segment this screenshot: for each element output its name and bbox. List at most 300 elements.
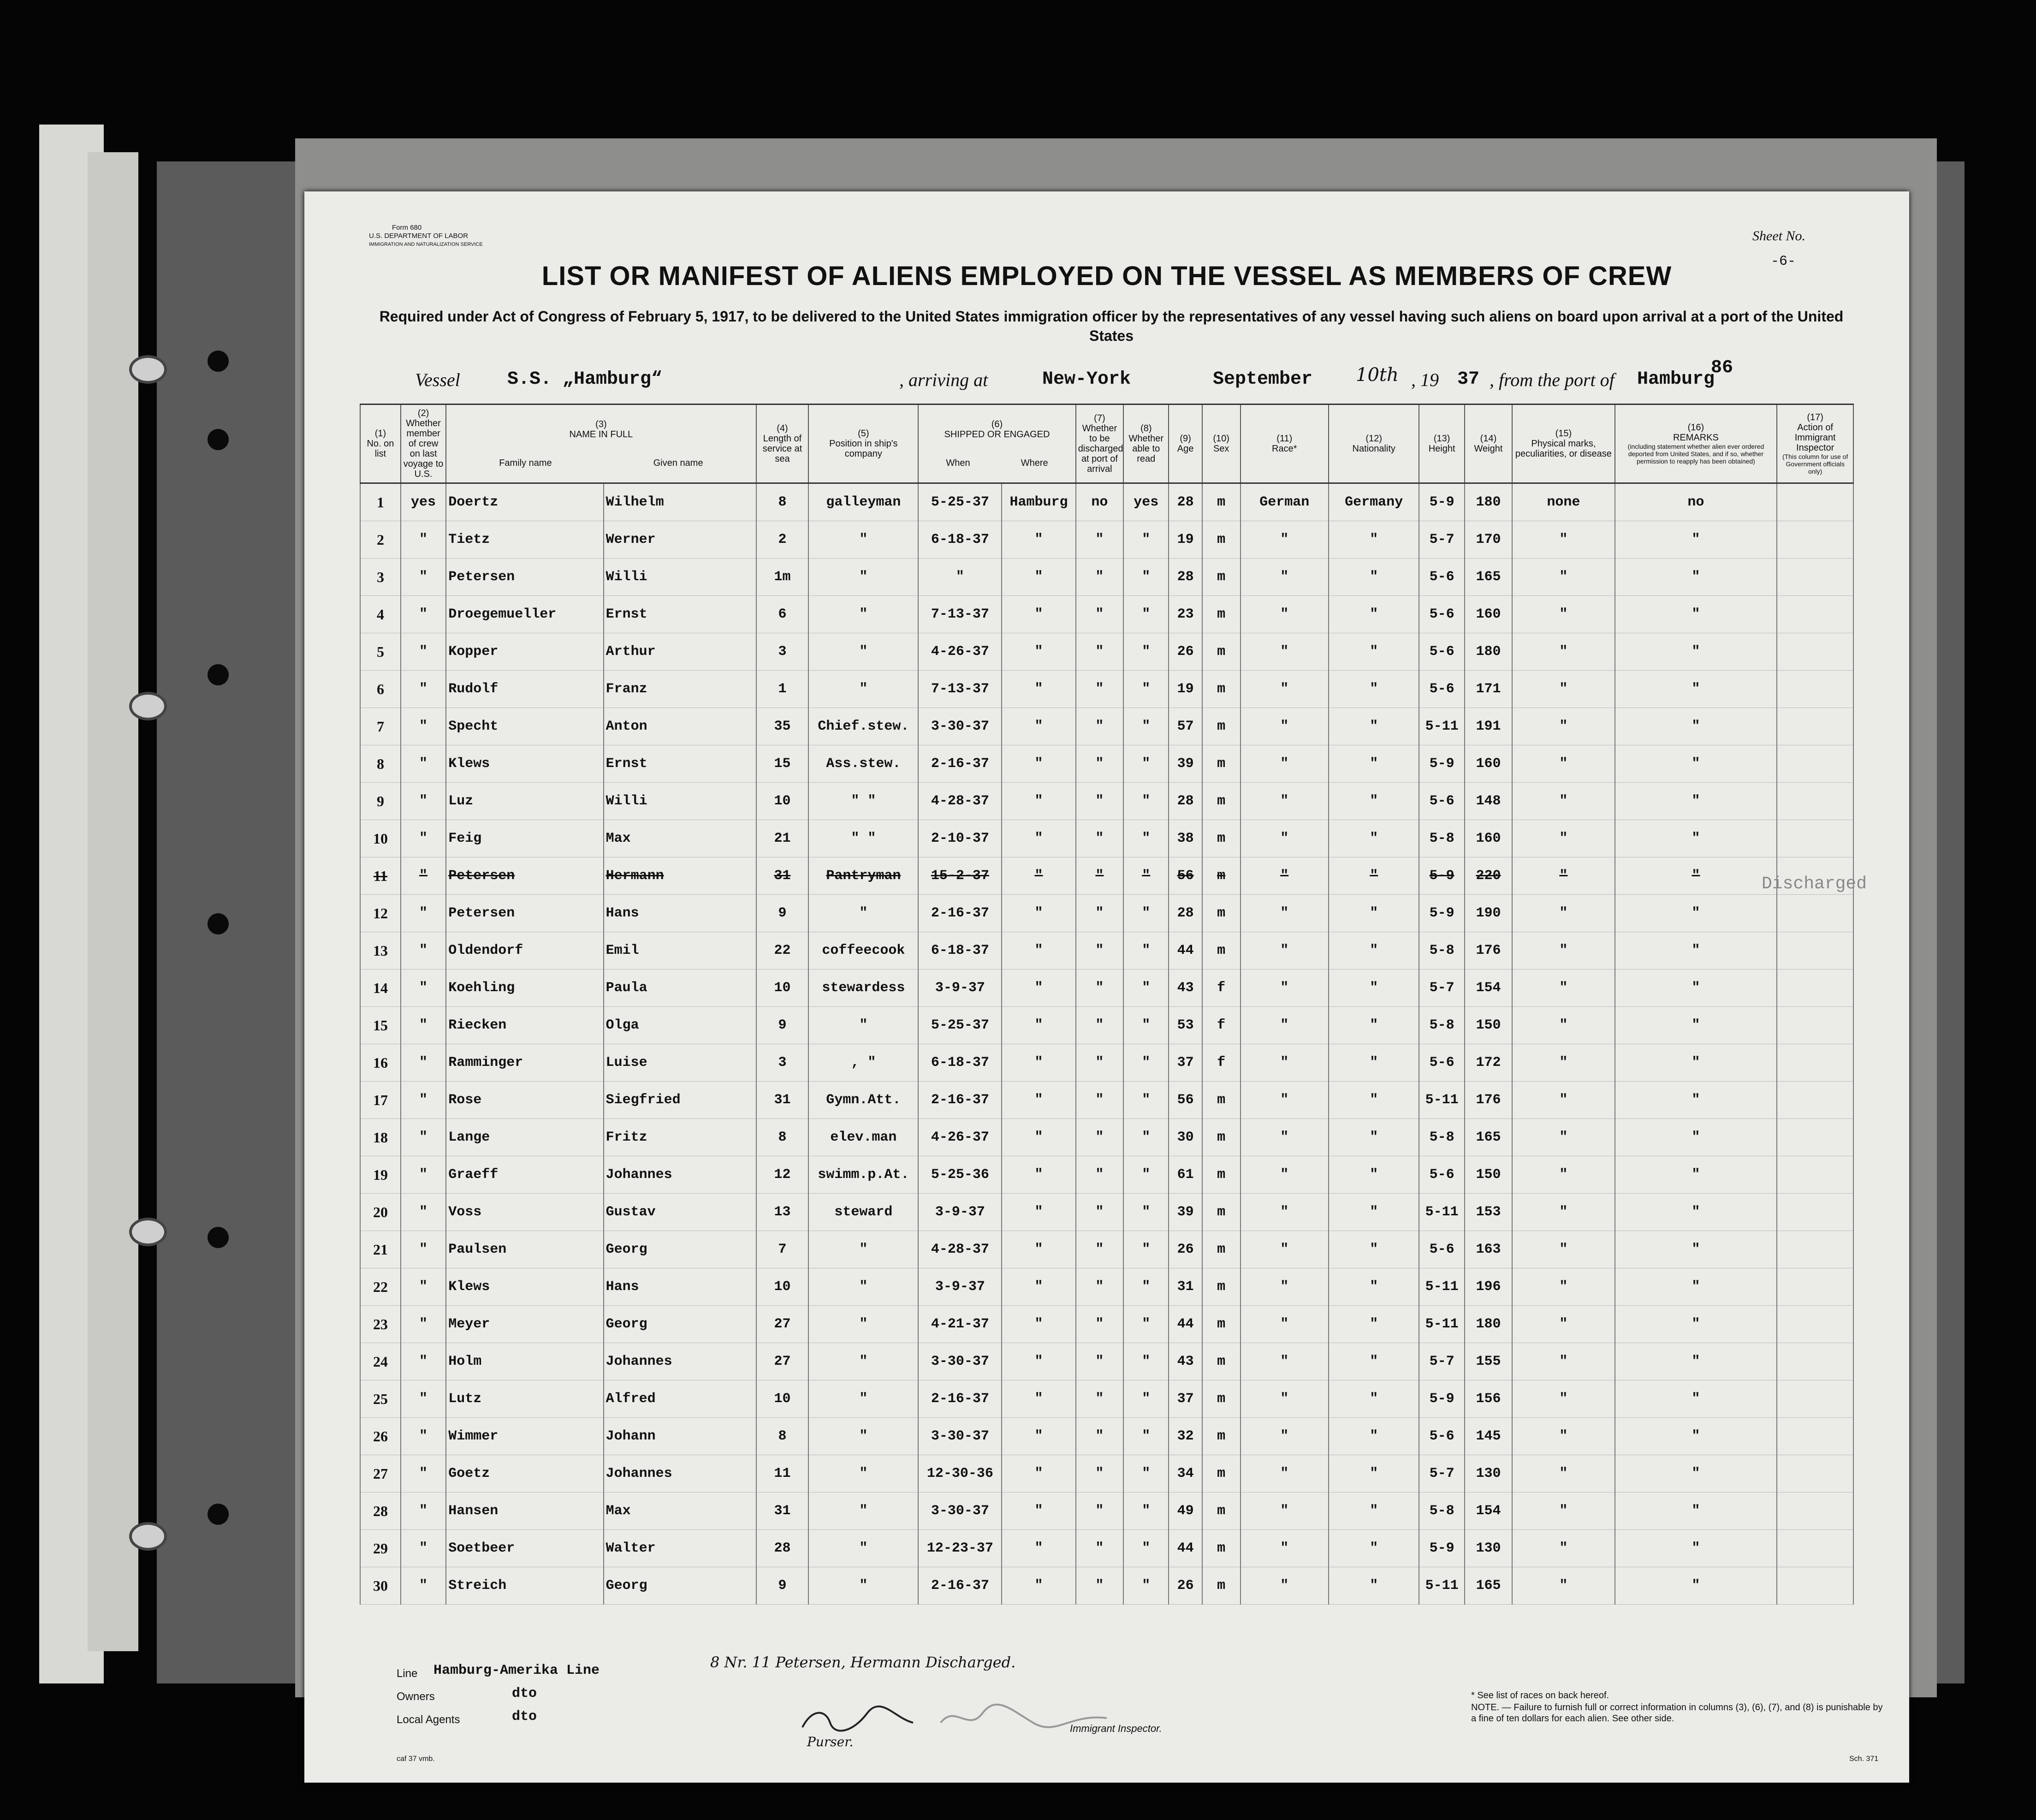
- col-read: (8) Whether able to read: [1123, 404, 1169, 483]
- given-name-cell: Hans: [604, 895, 756, 932]
- nationality-cell: ": [1329, 708, 1419, 745]
- weight-cell: 150: [1465, 1007, 1512, 1044]
- nationality-cell: ": [1329, 633, 1419, 671]
- family-name-cell: Klews: [446, 745, 603, 783]
- arrival-day: 10th: [1356, 364, 1399, 386]
- sex-cell: f: [1202, 1007, 1241, 1044]
- position-cell: ": [808, 596, 918, 633]
- last-voyage-cell: ": [401, 1418, 446, 1455]
- crew-row: [360, 1156, 1853, 1194]
- read-cell: ": [1123, 671, 1169, 708]
- inspector-action-cell: [1777, 1455, 1853, 1493]
- crew-row: [360, 1306, 1853, 1343]
- read-cell: ": [1123, 1493, 1169, 1530]
- crew-row: [360, 521, 1853, 559]
- sex-cell: m: [1202, 521, 1241, 559]
- height-cell: 5-8: [1419, 1493, 1464, 1530]
- height-cell: 5-9: [1419, 483, 1464, 521]
- position-cell: ": [808, 1493, 918, 1530]
- remarks-cell: ": [1615, 1380, 1777, 1418]
- row-number: 21: [360, 1231, 401, 1268]
- last-voyage-cell: yes: [401, 483, 446, 521]
- last-voyage-cell: ": [401, 1007, 446, 1044]
- family-name-cell: Klews: [446, 1268, 603, 1306]
- inspector-action-cell: [1777, 932, 1853, 969]
- read-cell: ": [1123, 1119, 1169, 1156]
- shipped-where-cell: ": [1002, 783, 1075, 820]
- family-name-cell: Soetbeer: [446, 1530, 603, 1567]
- physical-marks-cell: none: [1512, 483, 1615, 521]
- nationality-cell: ": [1329, 1343, 1419, 1380]
- form-number: Form 680: [392, 224, 422, 232]
- col-discharged: (7) Whether to be discharged at port of arrival: [1076, 404, 1123, 483]
- discharge-cell: ": [1076, 1231, 1123, 1268]
- shipped-when-cell: 12-30-36: [918, 1455, 1002, 1493]
- nationality-cell: ": [1329, 1119, 1419, 1156]
- crew-row: [360, 1194, 1853, 1231]
- age-cell: 44: [1169, 932, 1202, 969]
- crew-row: [360, 783, 1853, 820]
- discharge-cell: ": [1076, 932, 1123, 969]
- crew-table: [360, 404, 1854, 1605]
- sex-cell: m: [1202, 1380, 1241, 1418]
- sex-cell: f: [1202, 969, 1241, 1007]
- given-name-cell: Luise: [604, 1044, 756, 1082]
- sex-cell: m: [1202, 745, 1241, 783]
- sex-cell: m: [1202, 1082, 1241, 1119]
- sex-cell: f: [1202, 1044, 1241, 1082]
- crew-row: [360, 969, 1853, 1007]
- row-number: 6: [360, 671, 401, 708]
- nationality-cell: ": [1329, 1455, 1419, 1493]
- inspector-action-cell: [1777, 1380, 1853, 1418]
- crew-row: [360, 1418, 1853, 1455]
- row-number: 4: [360, 596, 401, 633]
- weight-cell: 154: [1465, 1493, 1512, 1530]
- service-cell: 21: [756, 820, 809, 857]
- inspector-signature: [941, 1705, 1107, 1727]
- service-cell: 8: [756, 483, 809, 521]
- nationality-cell: ": [1329, 596, 1419, 633]
- position-cell: ": [808, 671, 918, 708]
- shipped-when-cell: 4-28-37: [918, 1231, 1002, 1268]
- position-cell: ": [808, 1530, 918, 1567]
- weight-cell: 165: [1465, 1567, 1512, 1605]
- inspector-action-cell: [1777, 745, 1853, 783]
- sex-cell: m: [1202, 1119, 1241, 1156]
- weight-cell: 165: [1465, 559, 1512, 596]
- given-name-cell: Walter: [604, 1530, 756, 1567]
- service-cell: 9: [756, 895, 809, 932]
- sex-cell: m: [1202, 1567, 1241, 1605]
- inspector-action-cell: [1777, 1194, 1853, 1231]
- nationality-cell: ": [1329, 1530, 1419, 1567]
- sex-cell: m: [1202, 932, 1241, 969]
- race-cell: ": [1241, 895, 1329, 932]
- nationality-cell: ": [1329, 1156, 1419, 1194]
- arrival-month: September: [1213, 369, 1313, 390]
- weight-cell: 148: [1465, 783, 1512, 820]
- col-remarks: (16) REMARKS (including statement whether alien ever ordered deported from United States, and if so, whether permission to reapply has been obtained): [1615, 404, 1777, 483]
- read-cell: ": [1123, 1007, 1169, 1044]
- last-voyage-cell: ": [401, 1306, 446, 1343]
- shipped-when-cell: 2-16-37: [918, 1567, 1002, 1605]
- height-cell: 5-9: [1419, 1530, 1464, 1567]
- last-voyage-cell: ": [401, 1268, 446, 1306]
- position-cell: Pantryman: [808, 857, 918, 895]
- owners-label: Owners: [397, 1690, 435, 1703]
- last-voyage-cell: ": [401, 671, 446, 708]
- weight-cell: 176: [1465, 1082, 1512, 1119]
- position-cell: ": [808, 1343, 918, 1380]
- crew-row: [360, 1455, 1853, 1493]
- last-voyage-cell: ": [401, 521, 446, 559]
- height-cell: 5-11: [1419, 1082, 1464, 1119]
- weight-cell: 153: [1465, 1194, 1512, 1231]
- read-cell: ": [1123, 820, 1169, 857]
- nationality-cell: ": [1329, 1380, 1419, 1418]
- shipped-where-cell: ": [1002, 1380, 1075, 1418]
- last-voyage-cell: ": [401, 1493, 446, 1530]
- purser-label: Purser.: [807, 1734, 854, 1749]
- read-cell: ": [1123, 633, 1169, 671]
- remarks-cell: ": [1615, 1530, 1777, 1567]
- physical-marks-cell: ": [1512, 783, 1615, 820]
- race-cell: ": [1241, 1044, 1329, 1082]
- sex-cell: m: [1202, 857, 1241, 895]
- shipped-where-cell: ": [1002, 671, 1075, 708]
- inspector-action-cell: [1777, 1231, 1853, 1268]
- row-number: 12: [360, 895, 401, 932]
- shipped-when-cell: 4-21-37: [918, 1306, 1002, 1343]
- departure-port: Hamburg: [1637, 369, 1715, 390]
- given-name-cell: Georg: [604, 1231, 756, 1268]
- page-number: 86: [1711, 357, 1733, 378]
- shipped-where-cell: ": [1002, 932, 1075, 969]
- position-cell: ": [808, 895, 918, 932]
- remarks-cell: ": [1615, 969, 1777, 1007]
- height-cell: 5-6: [1419, 1418, 1464, 1455]
- physical-marks-cell: ": [1512, 1268, 1615, 1306]
- col-no: (1) No. on list: [360, 404, 401, 483]
- race-cell: ": [1241, 1231, 1329, 1268]
- height-cell: 5-8: [1419, 1119, 1464, 1156]
- position-cell: ": [808, 1418, 918, 1455]
- given-name-cell: Willi: [604, 783, 756, 820]
- service-cell: 27: [756, 1306, 809, 1343]
- family-name-cell: Voss: [446, 1194, 603, 1231]
- weight-cell: 172: [1465, 1044, 1512, 1082]
- side-paper-strip-2: [88, 152, 138, 1651]
- crew-row: [360, 1380, 1853, 1418]
- binder-hole: [208, 913, 229, 934]
- age-cell: 30: [1169, 1119, 1202, 1156]
- inspector-action-cell: [1777, 1530, 1853, 1567]
- sheet-number: -6-: [1771, 254, 1796, 269]
- row-number: 3: [360, 559, 401, 596]
- weight-cell: 180: [1465, 483, 1512, 521]
- shipped-when-cell: 15-2-37: [918, 857, 1002, 895]
- race-note: * See list of races on back hereof.: [1471, 1690, 1609, 1701]
- family-name-cell: Tietz: [446, 521, 603, 559]
- read-cell: ": [1123, 1567, 1169, 1605]
- weight-cell: 130: [1465, 1530, 1512, 1567]
- shipped-where-cell: ": [1002, 1493, 1075, 1530]
- col-race: (11) Race*: [1241, 404, 1329, 483]
- nationality-cell: ": [1329, 1007, 1419, 1044]
- shipped-when-cell: 4-28-37: [918, 783, 1002, 820]
- inspector-action-cell: [1777, 1044, 1853, 1082]
- row-number: 29: [360, 1530, 401, 1567]
- discharge-cell: ": [1076, 857, 1123, 895]
- family-name-cell: Feig: [446, 820, 603, 857]
- crew-row: [360, 1530, 1853, 1567]
- position-cell: ": [808, 521, 918, 559]
- height-cell: 5-6: [1419, 671, 1464, 708]
- shipped-where-cell: ": [1002, 1418, 1075, 1455]
- binder-ring: [129, 355, 167, 384]
- last-voyage-cell: ": [401, 783, 446, 820]
- discharge-cell: ": [1076, 1044, 1123, 1082]
- schedule-code: Sch. 371: [1849, 1755, 1879, 1763]
- discharge-cell: ": [1076, 1455, 1123, 1493]
- service-cell: 31: [756, 1082, 809, 1119]
- height-cell: 5-6: [1419, 1156, 1464, 1194]
- race-cell: ": [1241, 857, 1329, 895]
- weight-cell: 160: [1465, 745, 1512, 783]
- position-cell: ": [808, 559, 918, 596]
- nationality-cell: ": [1329, 1194, 1419, 1231]
- given-name-cell: Ernst: [604, 745, 756, 783]
- position-cell: swimm.p.At.: [808, 1156, 918, 1194]
- read-cell: ": [1123, 1082, 1169, 1119]
- row-number: 7: [360, 708, 401, 745]
- read-cell: ": [1123, 708, 1169, 745]
- weight-cell: 163: [1465, 1231, 1512, 1268]
- crew-row: [360, 932, 1853, 969]
- last-voyage-cell: ": [401, 1231, 446, 1268]
- service-cell: 10: [756, 1380, 809, 1418]
- read-cell: ": [1123, 1343, 1169, 1380]
- physical-marks-cell: ": [1512, 1343, 1615, 1380]
- position-cell: Chief.stew.: [808, 708, 918, 745]
- physical-marks-cell: ": [1512, 1530, 1615, 1567]
- race-cell: ": [1241, 1156, 1329, 1194]
- remarks-cell: ": [1615, 671, 1777, 708]
- service-cell: 1m: [756, 559, 809, 596]
- remarks-cell: ": [1615, 708, 1777, 745]
- row-number: 22: [360, 1268, 401, 1306]
- age-cell: 43: [1169, 969, 1202, 1007]
- signatures: [793, 1700, 1116, 1737]
- inspector-action-cell: [1777, 1493, 1853, 1530]
- weight-cell: 191: [1465, 708, 1512, 745]
- remarks-cell: ": [1615, 1455, 1777, 1493]
- nationality-cell: ": [1329, 1044, 1419, 1082]
- read-cell: ": [1123, 932, 1169, 969]
- race-cell: ": [1241, 969, 1329, 1007]
- family-name-cell: Specht: [446, 708, 603, 745]
- family-name-cell: Graeff: [446, 1156, 603, 1194]
- row-number: 9: [360, 783, 401, 820]
- read-cell: ": [1123, 1418, 1169, 1455]
- last-voyage-cell: ": [401, 633, 446, 671]
- physical-marks-cell: ": [1512, 521, 1615, 559]
- race-cell: ": [1241, 1007, 1329, 1044]
- last-voyage-cell: ": [401, 969, 446, 1007]
- race-cell: ": [1241, 671, 1329, 708]
- binder-hole: [208, 351, 229, 372]
- shipped-where-cell: ": [1002, 857, 1075, 895]
- sex-cell: m: [1202, 708, 1241, 745]
- nationality-cell: ": [1329, 521, 1419, 559]
- age-cell: 56: [1169, 857, 1202, 895]
- height-cell: 5-8: [1419, 932, 1464, 969]
- given-name-cell: Hermann: [604, 857, 756, 895]
- inspector-action-cell: [1777, 596, 1853, 633]
- shipped-when-cell: 3-9-37: [918, 1268, 1002, 1306]
- shipped-where-cell: ": [1002, 1194, 1075, 1231]
- shipped-where-cell: ": [1002, 521, 1075, 559]
- page-title: LIST OR MANIFEST OF ALIENS EMPLOYED ON THE VESSEL AS MEMBERS OF CREW: [541, 261, 1672, 291]
- shipped-when-cell: 3-9-37: [918, 1194, 1002, 1231]
- discharge-cell: ": [1076, 1530, 1123, 1567]
- weight-cell: 170: [1465, 521, 1512, 559]
- row-number: 14: [360, 969, 401, 1007]
- physical-marks-cell: ": [1512, 708, 1615, 745]
- inspector-action-cell: [1777, 783, 1853, 820]
- sex-cell: m: [1202, 633, 1241, 671]
- shipped-where-cell: ": [1002, 895, 1075, 932]
- given-name-cell: Gustav: [604, 1194, 756, 1231]
- row-number: 28: [360, 1493, 401, 1530]
- physical-marks-cell: ": [1512, 857, 1615, 895]
- weight-cell: 220: [1465, 857, 1512, 895]
- family-name-cell: Rose: [446, 1082, 603, 1119]
- weight-cell: 171: [1465, 671, 1512, 708]
- remarks-cell: ": [1615, 932, 1777, 969]
- given-name-cell: Max: [604, 1493, 756, 1530]
- position-cell: ": [808, 1007, 918, 1044]
- row-number: 10: [360, 820, 401, 857]
- shipped-when-cell: 2-10-37: [918, 820, 1002, 857]
- race-cell: ": [1241, 1380, 1329, 1418]
- age-cell: 61: [1169, 1156, 1202, 1194]
- page-subtitle: Required under Act of Congress of February 5, 1917, to be delivered to the United States immigration officer by the representatives of any vessel having such aliens on board upon arrival at a port of the United States: [379, 308, 1844, 344]
- shipped-where-cell: ": [1002, 708, 1075, 745]
- family-name-cell: Kopper: [446, 633, 603, 671]
- given-name-cell: Anton: [604, 708, 756, 745]
- sex-cell: m: [1202, 1455, 1241, 1493]
- shipped-when-cell: 4-26-37: [918, 1119, 1002, 1156]
- last-voyage-cell: ": [401, 1455, 446, 1493]
- height-cell: 5-8: [1419, 820, 1464, 857]
- given-name-cell: Franz: [604, 671, 756, 708]
- shipped-when-cell: 2-16-37: [918, 1082, 1002, 1119]
- physical-marks-cell: ": [1512, 1493, 1615, 1530]
- col-position: (5) Position in ship's company: [808, 404, 918, 483]
- inspector-action-cell: [1777, 1306, 1853, 1343]
- weight-cell: 165: [1465, 1119, 1512, 1156]
- crew-row: [360, 596, 1853, 633]
- race-cell: ": [1241, 1268, 1329, 1306]
- row-number: 20: [360, 1194, 401, 1231]
- crew-row: [360, 1007, 1853, 1044]
- race-cell: ": [1241, 820, 1329, 857]
- sex-cell: m: [1202, 559, 1241, 596]
- shipped-where-cell: ": [1002, 1156, 1075, 1194]
- inspector-action-cell: [1777, 1418, 1853, 1455]
- crew-row: [360, 1231, 1853, 1268]
- physical-marks-cell: ": [1512, 1007, 1615, 1044]
- discharge-cell: ": [1076, 745, 1123, 783]
- inspector-action-cell: [1777, 671, 1853, 708]
- height-cell: 5-8: [1419, 1007, 1464, 1044]
- read-cell: ": [1123, 596, 1169, 633]
- shipped-when-cell: 3-30-37: [918, 1493, 1002, 1530]
- weight-cell: 160: [1465, 596, 1512, 633]
- weight-cell: 130: [1465, 1455, 1512, 1493]
- shipped-when-cell: ": [918, 559, 1002, 596]
- shipped-where-cell: ": [1002, 1343, 1075, 1380]
- service-cell: 1: [756, 671, 809, 708]
- age-cell: 19: [1169, 521, 1202, 559]
- crew-row: [360, 1082, 1853, 1119]
- physical-marks-cell: ": [1512, 1380, 1615, 1418]
- race-cell: ": [1241, 633, 1329, 671]
- family-name-cell: Luz: [446, 783, 603, 820]
- age-cell: 31: [1169, 1268, 1202, 1306]
- line-value: Hamburg-Amerika Line: [433, 1663, 600, 1678]
- discharge-cell: ": [1076, 671, 1123, 708]
- remarks-cell: ": [1615, 1306, 1777, 1343]
- binder-ring: [129, 1522, 167, 1551]
- remarks-cell: ": [1615, 895, 1777, 932]
- inspector-action-cell: [1777, 895, 1853, 932]
- nationality-cell: ": [1329, 783, 1419, 820]
- remarks-cell: ": [1615, 633, 1777, 671]
- physical-marks-cell: ": [1512, 820, 1615, 857]
- last-voyage-cell: ": [401, 708, 446, 745]
- remarks-cell: ": [1615, 857, 1777, 895]
- remarks-cell: ": [1615, 745, 1777, 783]
- print-code: caf 37 vmb.: [397, 1755, 435, 1763]
- inspector-action-cell: [1777, 1007, 1853, 1044]
- shipped-when-cell: 3-30-37: [918, 1418, 1002, 1455]
- row-number: 1: [360, 483, 401, 521]
- shipped-where-cell: ": [1002, 820, 1075, 857]
- sex-cell: m: [1202, 1418, 1241, 1455]
- age-cell: 43: [1169, 1343, 1202, 1380]
- shipped-when-cell: 5-25-37: [918, 1007, 1002, 1044]
- read-cell: ": [1123, 1044, 1169, 1082]
- sex-cell: m: [1202, 1156, 1241, 1194]
- inspector-action-cell: [1777, 1082, 1853, 1119]
- nationality-cell: ": [1329, 969, 1419, 1007]
- service-cell: 22: [756, 932, 809, 969]
- shipped-when-cell: 3-9-37: [918, 969, 1002, 1007]
- family-name-cell: Holm: [446, 1343, 603, 1380]
- physical-marks-cell: ": [1512, 596, 1615, 633]
- shipped-where-cell: ": [1002, 1231, 1075, 1268]
- given-name-cell: Max: [604, 820, 756, 857]
- shipped-when-cell: 5-25-36: [918, 1156, 1002, 1194]
- sex-cell: m: [1202, 1231, 1241, 1268]
- physical-marks-cell: ": [1512, 1231, 1615, 1268]
- discharge-cell: ": [1076, 708, 1123, 745]
- physical-marks-cell: ": [1512, 633, 1615, 671]
- age-cell: 26: [1169, 1567, 1202, 1605]
